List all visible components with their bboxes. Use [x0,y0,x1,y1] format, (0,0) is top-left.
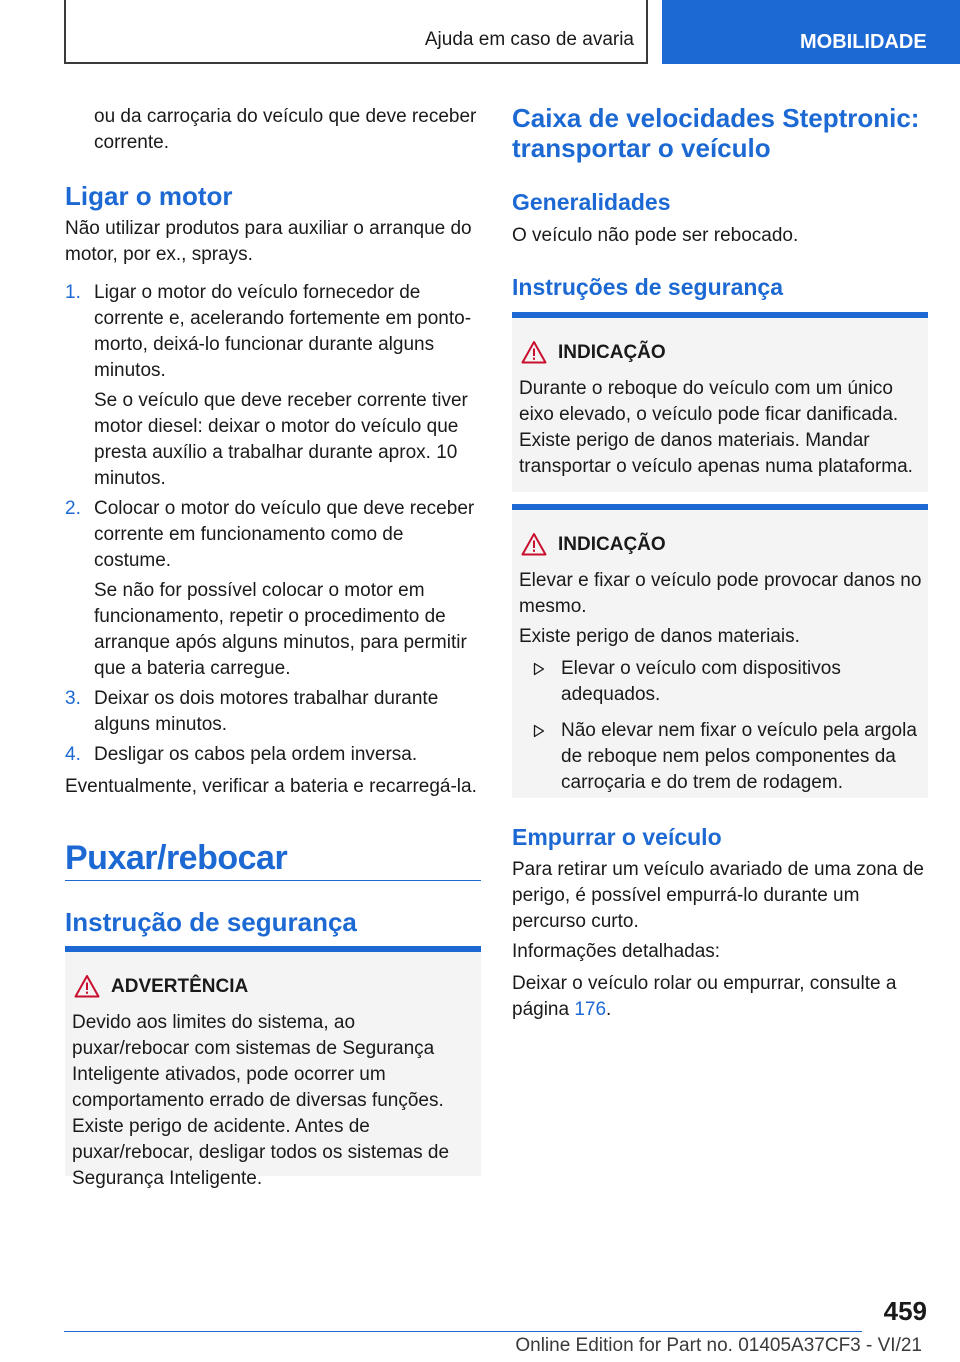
step-number: 1. [65,282,81,303]
warning-triangle-icon [74,974,100,998]
step-note: Se o veículo que deve receber corrente tiver motor diesel: deixar o motor do veículo que presta auxílio a trabalhar durante aprox. 10 minutos. [94,390,468,489]
triangle-bullet-icon [533,724,545,738]
step-text: Deixar os dois motores trabalhar durante alguns minutos. [94,688,439,735]
continuation-text: ou da carroçaria do veículo que deve receber corrente. [94,106,477,153]
heading-towing: Puxar/rebocar [65,839,288,877]
notice-text: Durante o reboque do veículo com um único eixo elevado, o veículo pode ficar danificada. Existe perigo de danos materiais. Mandar transportar o veículo apenas numa plataforma. [519,378,913,477]
heading-safety-instructions: Instruções de segurança [512,274,783,300]
warning-box [65,946,481,1189]
step-number: 2. [65,498,81,519]
heading-steptronic: Caixa de velocidades Steptronic: transportar o veículo [512,103,920,163]
reference-paragraph [512,971,928,1023]
header-chapter-title: MOBILIDADE [800,31,927,53]
warning-triangle-icon [521,532,547,556]
heading-underline [65,880,481,881]
bullet-text: Não elevar nem fixar o veículo pela argola de reboque nem pelos componentes da carroçaria e do trem de rodagem. [561,720,917,793]
details-label: Informações detalhadas: [512,941,721,962]
notice-text: Existe perigo de danos materiais. [519,626,800,647]
step-number: 3. [65,688,81,709]
general-text: O veículo não pode ser rebocado. [512,225,799,246]
notice-title: INDICAÇÃO [558,342,666,363]
warning-text: Devido aos limites do sistema, ao puxar/rebocar com sistemas de Segurança Inteligente ativados, pode ocorrer um comportamento errado de diversas funções. Existe perigo de acidente. Antes de puxar/rebocar, desligar todos os sistemas de Segurança Inteligente. [72,1012,450,1189]
header-section-title: Ajuda em caso de avaria [424,29,634,50]
step-number: 4. [65,744,81,765]
page-reference-link[interactable]: 176 [574,999,607,1020]
reference-text: Deixar o veículo rolar ou empurrar, consulte a página [512,973,897,1020]
header-section-tab [64,0,648,64]
step-text: Desligar os cabos pela ordem inversa. [94,744,418,765]
triangle-bullet-icon [533,662,545,676]
heading-general: Generalidades [512,189,671,215]
page-number: 459 [883,1296,927,1326]
step-text: Ligar o motor do veículo fornecedor de corrente e, acelerando fortemente em ponto-morto, deixá-lo funcionar durante alguns minutos. [94,282,472,381]
step-text: Colocar o motor do veículo que deve receber corrente em funcionamento como de costume. [94,498,475,571]
notice-title: INDICAÇÃO [558,534,666,555]
step-note: Se não for possível colocar o motor em funcionamento, repetir o procedimento de arranque após alguns minutos, para permitir que a bateria carregue. [94,580,467,679]
heading-towing-safety: Instrução de segurança [65,907,357,937]
notice-text: Elevar e fixar o veículo pode provocar danos no mesmo. [519,570,922,617]
footer-rule [64,1331,862,1332]
notice-box [512,504,928,798]
reference-end: . [606,999,612,1020]
start-engine-outro: Eventualmente, verificar a bateria e recarregá-la. [65,776,477,797]
push-text: Para retirar um veículo avariado de uma zona de perigo, é possível empurrá-lo durante um percurso curto. [512,859,924,932]
start-engine-intro: Não utilizar produtos para auxiliar o arranque do motor, por ex., sprays. [65,218,472,265]
header-chapter-tab [662,0,960,64]
warning-title: ADVERTÊNCIA [111,976,249,997]
warning-triangle-icon [521,340,547,364]
heading-start-engine: Ligar o motor [65,181,233,211]
heading-push: Empurrar o veículo [512,824,722,850]
footer-edition: Online Edition for Part no. 01405A37CF3 - VI/21 [515,1335,922,1356]
notice-box [512,312,928,492]
bullet-text: Elevar o veículo com dispositivos adequados. [561,658,841,705]
